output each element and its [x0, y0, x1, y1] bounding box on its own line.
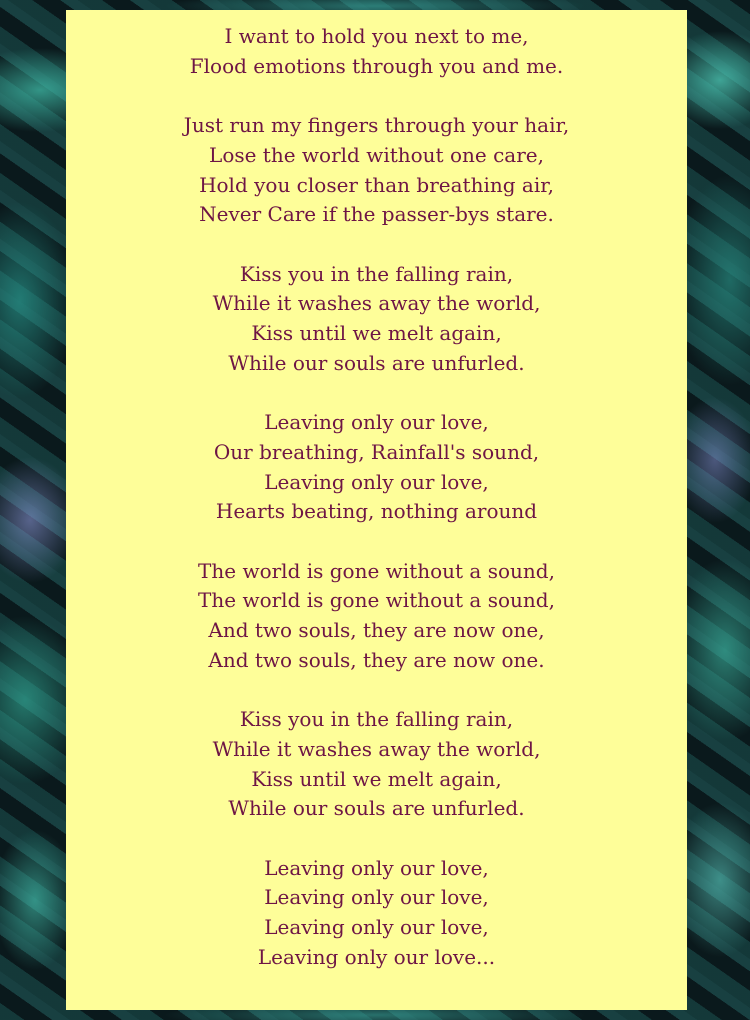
- poem-line: Leaving only our love...: [257, 944, 496, 969]
- poem-line: While our souls are unfurled.: [228, 796, 525, 821]
- stanza-4: [66, 408, 687, 527]
- poem-line: While it washes away the world,: [212, 736, 541, 761]
- poem-line: I want to hold you next to me,: [224, 24, 529, 48]
- stanza-7: [66, 854, 687, 973]
- poem-line: Never Care if the passer-bys stare.: [199, 202, 554, 227]
- stanza-2: [66, 111, 687, 230]
- poem-line: Hold you closer than breathing air,: [199, 172, 554, 197]
- poem-line: And two souls, they are now one,: [208, 618, 545, 642]
- poem-line: While our souls are unfurled.: [228, 350, 525, 375]
- poem-line: Hearts beating, nothing around: [215, 499, 538, 524]
- poem-line: While it washes away the world,: [212, 291, 541, 316]
- poem-line: Kiss you in the falling rain,: [239, 261, 514, 286]
- poem-line: Flood emotions through you and me.: [189, 53, 564, 78]
- poem-line: Leaving only our love,: [264, 855, 489, 880]
- poem-line: Lose the world without one care,: [209, 142, 544, 167]
- poem-text: [66, 22, 687, 972]
- poem-panel: [66, 10, 687, 1010]
- poem-line: Kiss until we melt again,: [251, 766, 502, 791]
- poem-line: Just run my fingers through your hair,: [183, 113, 570, 138]
- poem-line: Kiss you in the falling rain,: [239, 707, 514, 732]
- stanza-1: [66, 22, 687, 81]
- poem-line: Kiss until we melt again,: [251, 321, 502, 345]
- poem-line: Leaving only our love,: [264, 469, 489, 494]
- stanza-6: [66, 705, 687, 824]
- poem-line: The world is gone without a sound,: [198, 558, 555, 583]
- stanza-3: [66, 260, 687, 379]
- poem-line: The world is gone without a sound,: [198, 588, 555, 613]
- poem-line: Leaving only our love,: [264, 410, 489, 435]
- stanza-5: [66, 557, 687, 676]
- poem-line: Leaving only our love,: [264, 915, 489, 939]
- poem-line: And two souls, they are now one.: [208, 647, 545, 672]
- poem-line: Our breathing, Rainfall's sound,: [213, 439, 540, 464]
- poem-line: Leaving only our love,: [264, 885, 489, 910]
